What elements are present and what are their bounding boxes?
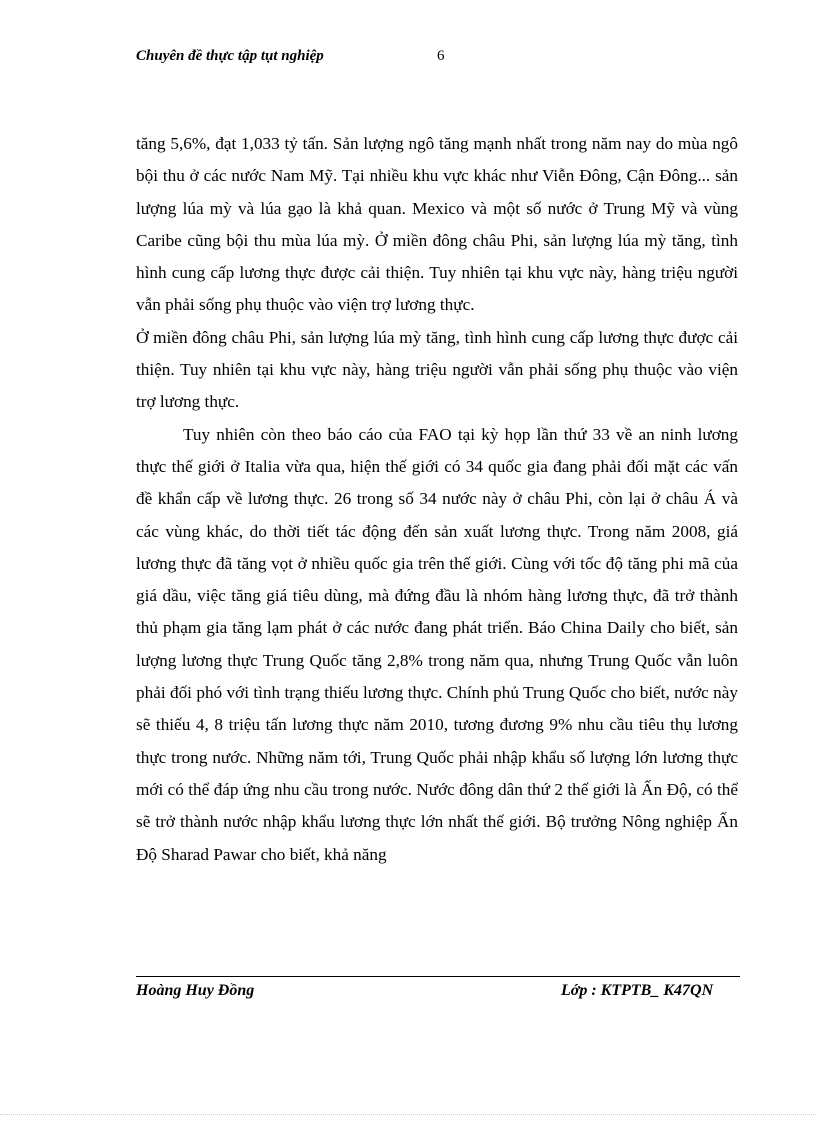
- paragraph-fao-report: Tuy nhiên còn theo báo cáo của FAO tại kỳ họp lần thứ 33 về an ninh lương thực thế giới ở Italia vừa qua, hiện thế giới có 34 quốc gia đang phải đối mặt các vấn đề khẩn cấp về lương thực. 26 trong số 34 nước này ở châu Phi, còn lại ở châu Á và các vùng khác, do thời tiết tác động đến sản xuất lương thực. Trong năm 2008, giá lương thực đã tăng vọt ở nhiều quốc gia trên thế giới. Cùng với tốc độ tăng phi mã của giá dầu, việc tăng giá tiêu dùng, mà đứng đầu là nhóm hàng lương thực, đã trở thành thủ phạm gia tăng lạm phát ở các nước đang phát triển. Báo China Daily cho biết, sản lượng lương thực Trung Quốc tăng 2,8% trong năm qua, nhưng Trung Quốc vẫn luôn phải đối phó với tình trạng thiếu lương thực. Chính phủ Trung Quốc cho biết, nước này sẽ thiếu 4, 8 triệu tấn lương thực năm 2010, tương đương 9% nhu cầu tiêu thụ lương thực trong nước. Những năm tới, Trung Quốc phải nhập khẩu số lượng lớn lương thực mới có thể đáp ứng nhu cầu trong nước. Nước đông dân thứ 2 thế giới là Ấn Độ, có thể sẽ trở thành nước nhập khẩu lương thực lớn nhất thế giới. Bộ trưởng Nông nghiệp Ấn Độ Sharad Pawar cho biết, khả năng: [136, 424, 738, 864]
- footer-class: Lớp : KTPTB_ K47QN: [561, 982, 714, 999]
- page-header: [136, 48, 746, 72]
- document-body: [136, 128, 738, 871]
- paragraph-continuation: tăng 5,6%, đạt 1,033 tỷ tấn. Sản lượng ngô tăng mạnh nhất trong năm nay do mùa ngô bội thu ở các nước Nam Mỹ. Tại nhiều khu vực khác như Viễn Đông, Cận Đông... sản lượng lúa mỳ và lúa gạo là khả quan. Mexico và một số nước ở Trung Mỹ và vùng Caribe cũng bội thu mùa lúa mỳ. Ở miền đông châu Phi, sản lượng lúa mỳ tăng, tình hình cung cấp lương thực được cải thiện. Tuy nhiên tại khu vực này, hàng triệu người vẫn phải sống phụ thuộc vào viện trợ lương thực.: [136, 134, 738, 315]
- page-boundary: [0, 1114, 816, 1115]
- document-title: Chuyên đề thực tập tụt nghiệp: [136, 48, 324, 64]
- footer-divider: [136, 976, 740, 977]
- page-number: 6: [437, 48, 445, 64]
- paragraph-repeated: Ở miền đông châu Phi, sản lượng lúa mỳ tăng, tình hình cung cấp lương thực được cải thiện. Tuy nhiên tại khu vực này, hàng triệu người vẫn phải sống phụ thuộc vào viện trợ lương thực.: [136, 327, 738, 412]
- footer-author: Hoàng Huy Đồng: [136, 982, 255, 999]
